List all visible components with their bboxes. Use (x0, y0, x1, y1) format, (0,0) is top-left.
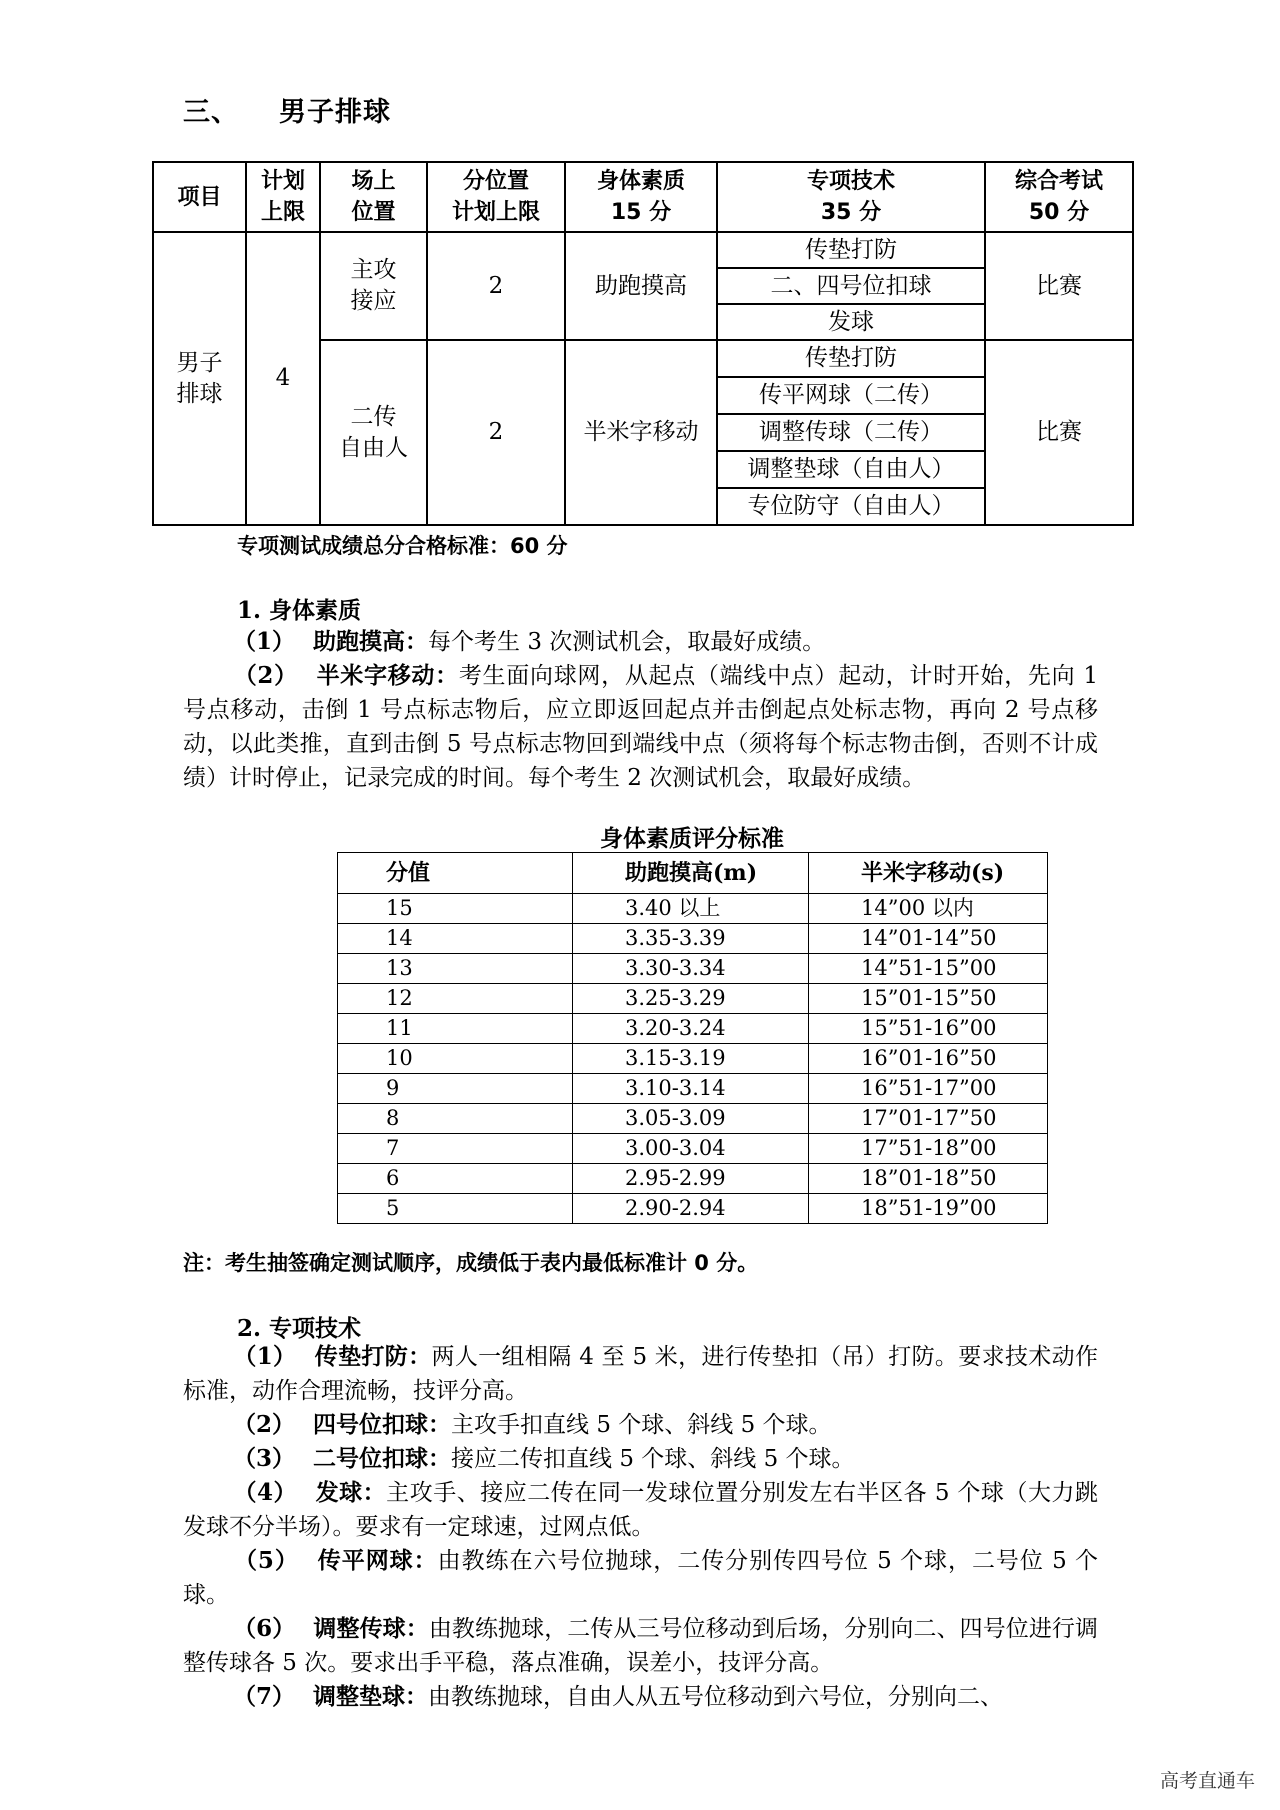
cell-comprehensive: 比赛 (985, 340, 1133, 525)
score-cell-touch: 3.40 以上 (573, 894, 809, 924)
cell-position: 主攻 接应 (320, 232, 427, 340)
score-cell-move: 14”00 以内 (809, 894, 1048, 924)
item-text: 考生面向球网，从起点（端线中点）起动，计时开始，先向 1 号点移动，击倒 1 号点标志物后，应立即返回起点并击倒起点处标志物，再向 2 号点移动，以此类推，直到击倒 5 号点标志物回到端线中点（须将每个标志物击倒，否则不计成绩）计时停止，记录完成的时间。每个考生 2 次测试机会，取最好成绩。 (183, 663, 1098, 791)
score-cell-points: 9 (338, 1074, 573, 1104)
score-cell-touch: 2.90-2.94 (573, 1194, 809, 1224)
table-row (338, 1134, 1048, 1164)
technique-item (183, 1680, 1098, 1714)
item-text: 两人一组相隔 4 至 5 米，进行传垫扣（吊）打防。要求技术动作标准，动作合理流畅，技评分高。 (183, 1344, 1098, 1404)
item-label: 四号位扣球： (313, 1411, 452, 1438)
score-cell-touch: 3.00-3.04 (573, 1134, 809, 1164)
header-position-limit: 分位置 计划上限 (427, 162, 565, 232)
item-label: 传平网球： (316, 1547, 438, 1574)
table-row (338, 1104, 1048, 1134)
score-cell-move: 14”51-15”00 (809, 954, 1048, 984)
score-cell-move: 16”51-17”00 (809, 1074, 1048, 1104)
table-row (338, 1164, 1048, 1194)
item-number: （1） (233, 1343, 297, 1370)
score-cell-touch: 3.35-3.39 (573, 924, 809, 954)
cell-skill: 调整垫球（自由人） (717, 451, 985, 488)
score-cell-move: 17”01-17”50 (809, 1104, 1048, 1134)
score-cell-touch: 3.05-3.09 (573, 1104, 809, 1134)
item-text: 由教练抛球，二传从三号位移动到后场，分别向二、四号位进行调整传球各 5 次。要求出手平稳，落点准确，误差小，技评分高。 (183, 1616, 1099, 1676)
table-row (338, 954, 1048, 984)
score-cell-points: 5 (338, 1194, 573, 1224)
item-label: 发球： (315, 1479, 387, 1506)
watermark: 高考直通车 (1159, 1770, 1255, 1792)
score-cell-points: 12 (338, 984, 573, 1014)
score-cell-points: 13 (338, 954, 573, 984)
admission-plan-table (152, 161, 1134, 526)
header-plan-limit: 计划 上限 (246, 162, 320, 232)
table-row (338, 924, 1048, 954)
cell-skill: 二、四号位扣球 (717, 268, 985, 304)
score-header-points: 分值 (338, 853, 573, 894)
item-number: （4） (233, 1479, 298, 1506)
item-number: （5） (233, 1547, 299, 1574)
cell-skill: 传垫打防 (717, 232, 985, 268)
section-title-text: 男子排球 (279, 97, 391, 128)
item-label: 调整传球： (313, 1615, 429, 1642)
cell-project: 男子 排球 (153, 232, 246, 525)
header-technique: 专项技术 35 分 (717, 162, 985, 232)
score-table (337, 852, 1048, 1224)
header-physical: 身体素质 15 分 (565, 162, 717, 232)
cell-skill: 专位防守（自由人） (717, 488, 985, 525)
cell-position-limit: 2 (427, 232, 565, 340)
score-cell-touch: 3.15-3.19 (573, 1044, 809, 1074)
score-cell-points: 8 (338, 1104, 573, 1134)
section-2-heading: 2. 专项技术 (237, 1315, 362, 1342)
technique-item (183, 1612, 1098, 1680)
item-text: 每个考生 3 次测试机会，取最好成绩。 (428, 629, 826, 655)
score-cell-touch: 3.10-3.14 (573, 1074, 809, 1104)
score-cell-touch: 3.25-3.29 (573, 984, 809, 1014)
score-header-move: 半米字移动(s) (809, 853, 1048, 894)
item-label: 半米字移动： (315, 662, 459, 689)
section-1-heading: 1. 身体素质 (237, 597, 362, 624)
item-label: 二号位扣球： (313, 1445, 452, 1472)
cell-position: 二传 自由人 (320, 340, 427, 525)
item-label: 传垫打防： (314, 1343, 432, 1370)
technique-item (183, 1340, 1098, 1408)
table-header-row (153, 162, 1133, 232)
cell-comprehensive: 比赛 (985, 232, 1133, 340)
technique-item (183, 1442, 1098, 1476)
cell-plan-limit: 4 (246, 232, 320, 525)
cell-physical: 助跑摸高 (565, 232, 717, 340)
cell-skill: 传平网球（二传） (717, 377, 985, 414)
item-number: （2） (233, 1411, 296, 1438)
table-row (338, 1074, 1048, 1104)
item-number: （6） (233, 1615, 296, 1642)
table-row (338, 1014, 1048, 1044)
cell-skill: 调整传球（二传） (717, 414, 985, 451)
item-label: 助跑摸高： (313, 628, 429, 655)
paragraph-run-up-touch (183, 625, 1098, 659)
paragraph-half-star-move (183, 659, 1098, 795)
score-cell-move: 15”01-15”50 (809, 984, 1048, 1014)
item-number: （3） (233, 1445, 296, 1472)
score-cell-points: 11 (338, 1014, 573, 1044)
table-row (338, 894, 1048, 924)
score-table-note: 注：考生抽签确定测试顺序，成绩低于表内最低标准计 0 分。 (183, 1251, 759, 1275)
score-cell-move: 15”51-16”00 (809, 1014, 1048, 1044)
score-cell-touch: 3.20-3.24 (573, 1014, 809, 1044)
item-text: 主攻手扣直线 5 个球、斜线 5 个球。 (451, 1412, 832, 1438)
item-number: （7） (233, 1683, 296, 1710)
cell-physical: 半米字移动 (565, 340, 717, 525)
cell-skill: 传垫打防 (717, 340, 985, 377)
section-number: 三、 (183, 97, 239, 128)
score-cell-move: 18”51-19”00 (809, 1194, 1048, 1224)
score-cell-points: 7 (338, 1134, 573, 1164)
score-header-touch: 助跑摸高(m) (573, 853, 809, 894)
technique-item (183, 1476, 1098, 1544)
cell-skill: 发球 (717, 304, 985, 340)
score-cell-move: 14”01-14”50 (809, 924, 1048, 954)
header-position: 场上 位置 (320, 162, 427, 232)
cell-position-limit: 2 (427, 340, 565, 525)
technique-item (183, 1408, 1098, 1442)
header-project: 项目 (153, 162, 246, 232)
header-comprehensive: 综合考试 50 分 (985, 162, 1133, 232)
item-text: 接应二传扣直线 5 个球、斜线 5 个球。 (451, 1446, 855, 1472)
item-number: （2） (233, 662, 298, 689)
item-text: 主攻手、接应二传在同一发球位置分别发左右半区各 5 个球（大力跳发球不分半场）。要求有一定球速，过网点低。 (183, 1480, 1098, 1540)
score-header-row (338, 853, 1048, 894)
score-table-caption: 身体素质评分标准 (600, 826, 784, 852)
table-row (338, 984, 1048, 1014)
technique-item (183, 1544, 1098, 1612)
score-cell-move: 18”01-18”50 (809, 1164, 1048, 1194)
score-cell-points: 14 (338, 924, 573, 954)
table-row (338, 1044, 1048, 1074)
score-cell-move: 16”01-16”50 (809, 1044, 1048, 1074)
item-number: （1） (233, 628, 296, 655)
item-label: 调整垫球： (313, 1683, 429, 1710)
score-cell-points: 6 (338, 1164, 573, 1194)
score-cell-points: 15 (338, 894, 573, 924)
table-row (338, 1194, 1048, 1224)
score-cell-move: 17”51-18”00 (809, 1134, 1048, 1164)
table-row (153, 232, 1133, 268)
item-text: 由教练在六号位抛球，二传分别传四号位 5 个球，二号位 5 个球。 (183, 1548, 1098, 1608)
item-text: 由教练抛球，自由人从五号位移动到六号位，分别向二、 (428, 1684, 1004, 1710)
section-title (183, 90, 391, 129)
pass-standard: 专项测试成绩总分合格标准：60 分 (237, 534, 568, 558)
score-cell-touch: 2.95-2.99 (573, 1164, 809, 1194)
score-cell-touch: 3.30-3.34 (573, 954, 809, 984)
score-cell-points: 10 (338, 1044, 573, 1074)
